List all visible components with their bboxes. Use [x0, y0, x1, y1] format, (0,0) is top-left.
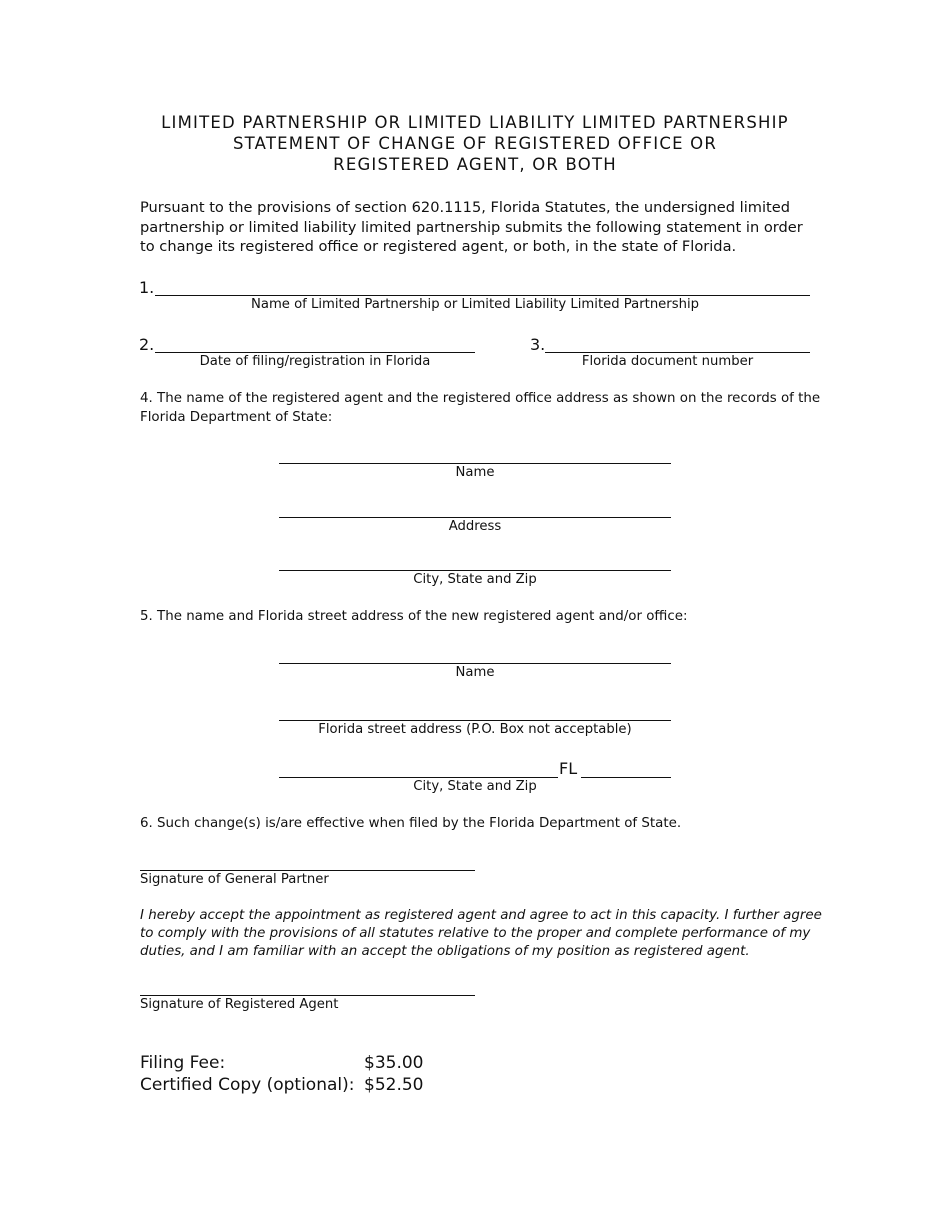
- item-5-text: 5. The name and Florida street address of the new registered agent and/or office:: [140, 609, 688, 624]
- item-4-text: 4. The name of the registered agent and the registered office address as shown on the records of the Florida Department of State:: [140, 391, 821, 425]
- certified-copy-amount: $52.50: [364, 1075, 424, 1095]
- current-city-caption: City, State and Zip: [413, 572, 537, 587]
- current-city-field[interactable]: [279, 570, 671, 571]
- new-agent-name-caption: Name: [455, 665, 495, 680]
- current-agent-name-caption: Name: [455, 465, 495, 480]
- partner-signature-caption: Signature of General Partner: [140, 872, 329, 887]
- current-address-field[interactable]: [279, 517, 671, 518]
- new-zip-field[interactable]: [581, 777, 671, 778]
- partnership-name-caption: Name of Limited Partnership or Limited Liability Limited Partnership: [251, 297, 699, 312]
- new-city-caption: City, State and Zip: [413, 779, 537, 794]
- new-street-address-caption: Florida street address (P.O. Box not acceptable): [318, 722, 632, 737]
- new-street-address-field[interactable]: [279, 720, 671, 721]
- item-6-text: 6. Such change(s) is/are effective when filed by the Florida Department of State.: [140, 816, 682, 831]
- intro-paragraph: Pursuant to the provisions of section 620.1115, Florida Statutes, the undersigned limited partnership or limited liability limited partnership submits the following statement in order to change its registered office or registered agent, or both, in the state of Florida.: [140, 199, 803, 255]
- current-agent-name-field[interactable]: [279, 463, 671, 464]
- title-line-2: STATEMENT OF CHANGE OF REGISTERED OFFICE OR: [232, 134, 717, 153]
- current-address-caption: Address: [448, 519, 502, 534]
- document-number-caption: Florida document number: [581, 354, 754, 369]
- filing-fee-amount: $35.00: [364, 1053, 424, 1073]
- filing-fee-label: Filing Fee:: [140, 1053, 226, 1073]
- new-agent-name-field[interactable]: [279, 663, 671, 664]
- form-title: [100, 112, 850, 175]
- title-line-3: REGISTERED AGENT, OR BOTH: [333, 155, 617, 174]
- filing-date-caption: Date of filing/registration in Florida: [199, 354, 431, 369]
- item-2-number: 2.: [139, 335, 155, 354]
- new-city-field[interactable]: [279, 777, 558, 778]
- item-1-number: 1.: [139, 278, 155, 297]
- certified-copy-label: Certified Copy (optional):: [140, 1075, 355, 1095]
- agent-acceptance-statement: I hereby accept the appointment as registered agent and agree to act in this capacity. I further agree to comply with the provisions of all statutes relative to the proper and complete performance of my duties, and I am familiar with an accept the obligations of my position as registered agent.: [140, 908, 822, 959]
- filing-date-field[interactable]: [155, 352, 475, 353]
- document-number-field[interactable]: [545, 352, 810, 353]
- agent-signature-caption: Signature of Registered Agent: [140, 997, 339, 1012]
- state-label: FL: [559, 759, 578, 778]
- agent-signature-field[interactable]: [140, 995, 475, 996]
- partnership-name-field[interactable]: [155, 295, 810, 296]
- item-3-number: 3.: [530, 335, 546, 354]
- title-line-1: LIMITED PARTNERSHIP OR LIMITED LIABILITY LIMITED PARTNERSHIP: [161, 113, 789, 132]
- partner-signature-field[interactable]: [140, 870, 475, 871]
